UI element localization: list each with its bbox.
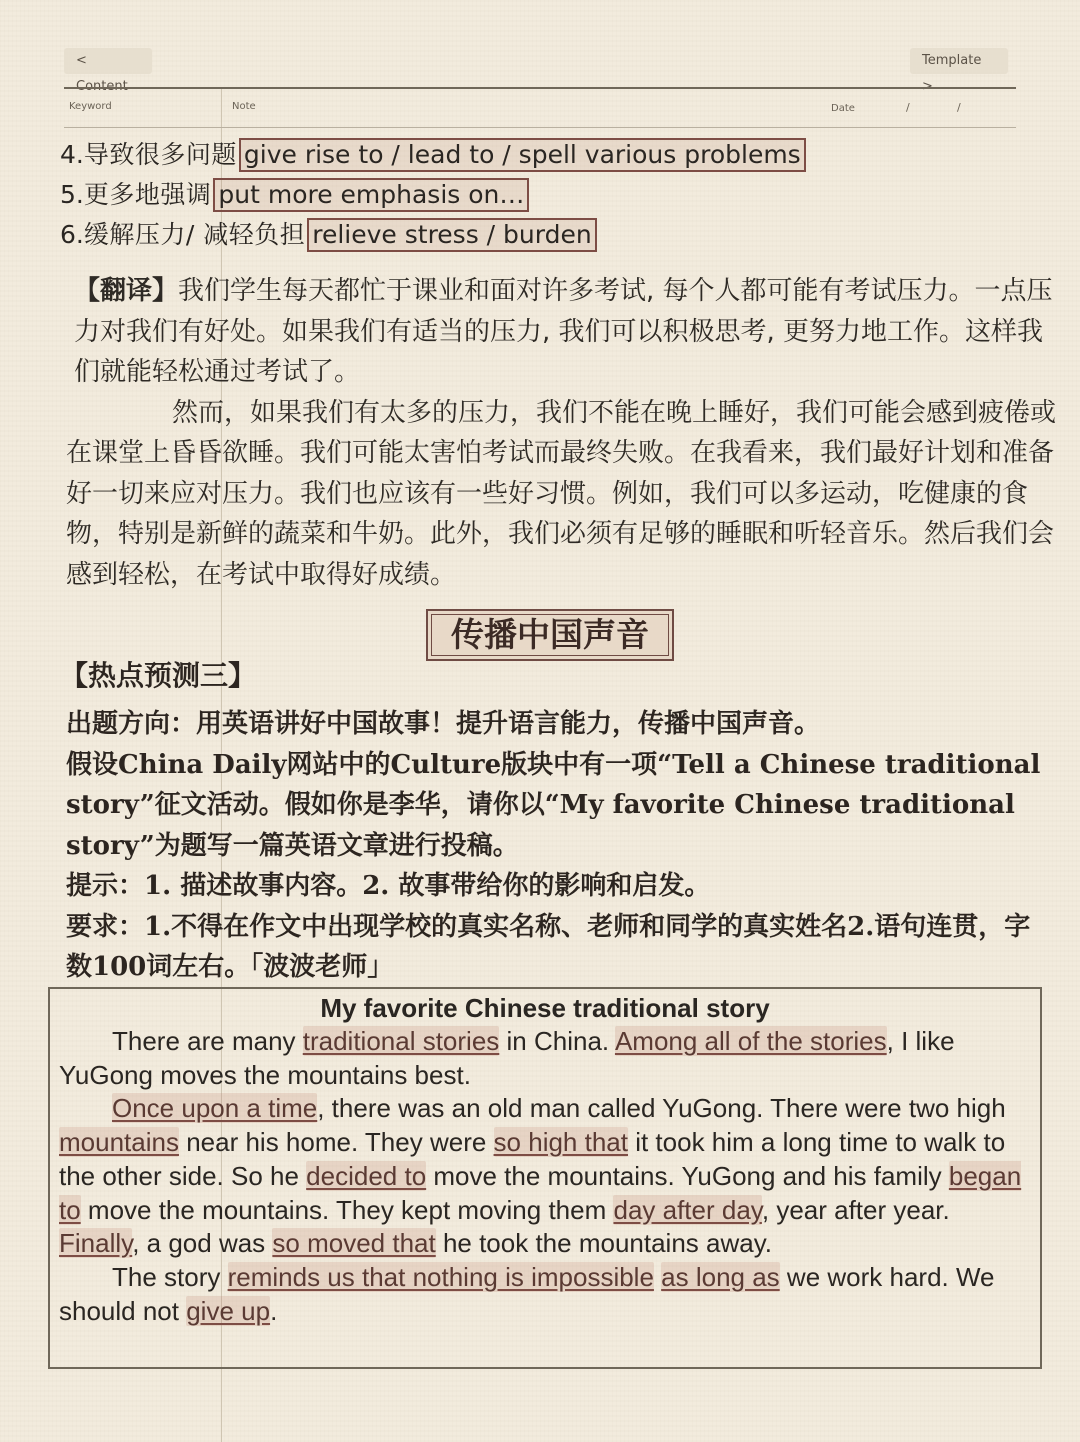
essay-text: , year after year. — [761, 1194, 950, 1225]
essay-text: . — [270, 1295, 278, 1326]
essay-text: near his home. They were — [178, 1127, 494, 1158]
template-button[interactable]: Template — [910, 48, 1008, 74]
essay-title: My favorite Chinese traditional story — [320, 993, 770, 1023]
task-block — [66, 704, 1056, 988]
date-label: Date — [831, 103, 855, 114]
highlighted-phrase: as long as — [661, 1261, 780, 1292]
phrase-item — [60, 177, 529, 213]
date-separator: / — [957, 101, 961, 114]
essay-text: There are many — [112, 1026, 303, 1056]
essay-paragraph — [59, 1092, 1032, 1261]
phrase-number: 6. — [60, 220, 84, 249]
highlighted-phrase: Among all of the stories — [614, 1026, 887, 1056]
phrase-english-box: relieve stress / burden — [307, 218, 596, 252]
translation-label: 【翻译】 — [74, 276, 179, 306]
phrase-english-box: put more emphasis on… — [213, 178, 529, 212]
highlighted-phrase: Once upon a time — [112, 1093, 318, 1124]
translation-paragraph: 然而，如果我们有太多的压力，我们不能在晚上睡好，我们可能会感到疲倦或在课堂上昏昏欲睡。我们可能太害怕考试而最终失败。在我看来，我们最好计划和准备好一切来应对压力。我们也应该有一些好习惯。例如，我们可以多运动，吃健康的食物，特别是新鲜的蔬菜和牛奶。此外，我们必须有足够的睡眠和听轻音乐。然后我们会感到轻松，在考试中取得好成绩。 — [66, 397, 1057, 590]
highlighted-phrase: traditional stories — [302, 1026, 500, 1056]
highlighted-phrase: reminds us that nothing is impossible — [227, 1261, 654, 1292]
phrase-chinese: 缓解压力/ 减轻负担 — [83, 220, 306, 249]
highlighted-phrase: Finally — [59, 1228, 133, 1259]
header-divider — [64, 87, 1016, 89]
header-underline — [64, 127, 1016, 128]
essay-box — [48, 987, 1042, 1369]
essay-text: , there was an old man called YuGong. There were two high — [317, 1093, 1006, 1124]
highlighted-phrase: so high that — [493, 1127, 628, 1158]
essay-text: move the mountains. YuGong and his family — [426, 1160, 949, 1191]
essay-text: , I like YuGong moves the mountains best. — [59, 1026, 955, 1090]
essay-text: it took him a long time to walk to the other side. So he — [59, 1127, 1006, 1191]
translation-block — [66, 271, 1056, 595]
phrase-chinese: 更多地强调 — [83, 180, 212, 209]
essay-text: in China. — [499, 1026, 615, 1056]
highlighted-phrase: give up — [186, 1295, 271, 1326]
essay-text: move the mountains. They kept moving them — [80, 1194, 614, 1225]
essay-text: The story — [112, 1261, 228, 1292]
task-hints: 提示：1. 描述故事内容。2. 故事带给你的影响和启发。 — [66, 871, 711, 901]
phrase-chinese: 导致很多问题 — [83, 140, 237, 169]
content-back-button[interactable]: < — [64, 48, 152, 74]
hot-prediction-label: 【热点预测三】 — [60, 659, 257, 692]
phrase-english-box: give rise to / lead to / spell various problems — [239, 138, 806, 172]
section-title: 传播中国声音 — [431, 614, 669, 656]
keyword-label: Keyword — [69, 101, 112, 112]
highlighted-phrase: decided to — [306, 1160, 427, 1191]
date-separator: / — [906, 101, 910, 114]
essay-text: , a god was — [132, 1228, 273, 1259]
phrase-item — [60, 137, 806, 173]
essay-paragraph — [59, 1261, 1032, 1328]
task-direction: 出题方向：用英语讲好中国故事！提升语言能力，传播中国声音。 — [66, 709, 821, 739]
phrase-item — [60, 217, 597, 253]
task-requirements: 要求：1.不得在作文中出现学校的真实名称、老师和同学的真实姓名2.语句连贯，字数100词左右。「波波老师」 — [66, 911, 1031, 982]
highlighted-phrase: day after day — [613, 1194, 762, 1225]
essay-text: he took the mountains away. — [435, 1228, 772, 1259]
translation-paragraph — [66, 271, 1056, 393]
translation-text: 我们学生每天都忙于课业和面对许多考试, 每个人都可能有考试压力。一点压力对我们有好处。如果我们有适当的压力, 我们可以积极思考, 更努力地工作。这样我们就能轻松通过考试了。 — [74, 276, 1053, 387]
essay-body — [50, 1025, 1040, 1328]
essay-paragraph — [59, 1025, 1032, 1092]
phrase-number: 5. — [60, 180, 84, 209]
task-prompt: 假设China Daily网站中的Culture版块中有一项“Tell a Chinese traditional story”征文活动。假如你是李华，请你以“My favorite Chinese traditional story”为题写一篇英语文章进行投稿。 — [66, 749, 1041, 861]
highlighted-phrase: mountains — [59, 1127, 179, 1158]
highlighted-phrase: so moved that — [272, 1228, 436, 1259]
highlighted-phrase: began to — [59, 1160, 1022, 1225]
essay-text: we work hard. We should not — [59, 1261, 995, 1326]
phrase-number: 4. — [60, 140, 84, 169]
note-label: Note — [232, 101, 256, 112]
